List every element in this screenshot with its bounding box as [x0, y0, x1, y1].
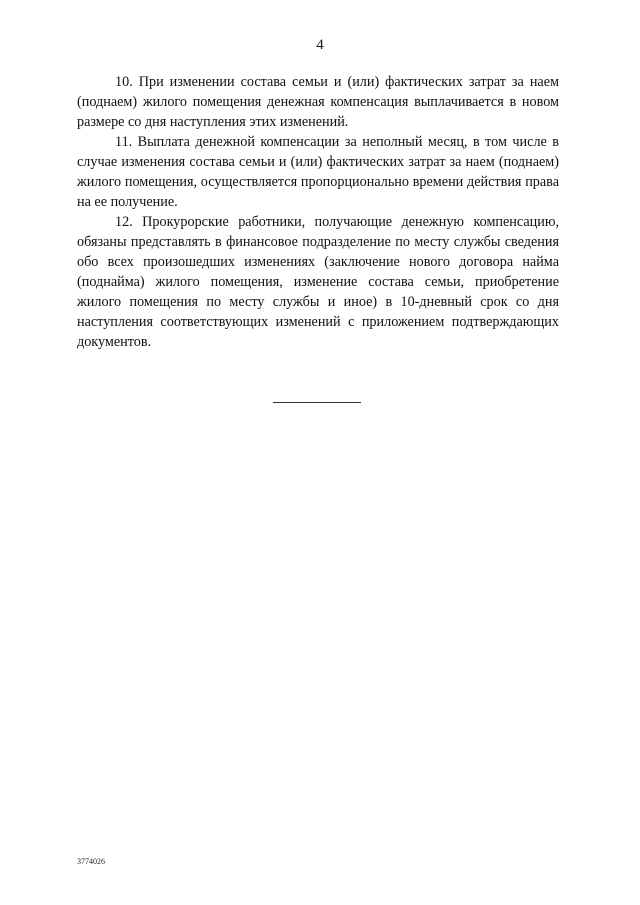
document-code: 3774026 — [77, 857, 105, 866]
end-of-text-divider — [273, 402, 361, 403]
paragraph-11: 11. Выплата денежной компенсации за неполный месяц, в том числе в случае изменения состава семьи и (или) фактических затрат за наем (поднаем) жилого помещения, осуществляется пропорционально времени действия права на ее получение. — [77, 134, 559, 210]
document-body — [77, 72, 559, 352]
paragraph-10: 10. При изменении состава семьи и (или) фактических затрат за наем (поднаем) жилого помещения денежная компенсация выплачивается в новом размере со дня наступления этих изменений. — [77, 74, 559, 130]
paragraph-12: 12. Прокурорские работники, получающие денежную компенсацию, обязаны представлять в финансовое подразделение по месту службы сведения обо всех произошедших изменениях (заключение нового договора найма (поднайма) жилого помещения, изменение состава семьи, приобретение жилого помещения по месту службы и иное) в 10-дневный срок со дня наступления соответствующих изменений с приложением подтверждающих документов. — [77, 214, 559, 350]
page-number: 4 — [316, 37, 324, 53]
